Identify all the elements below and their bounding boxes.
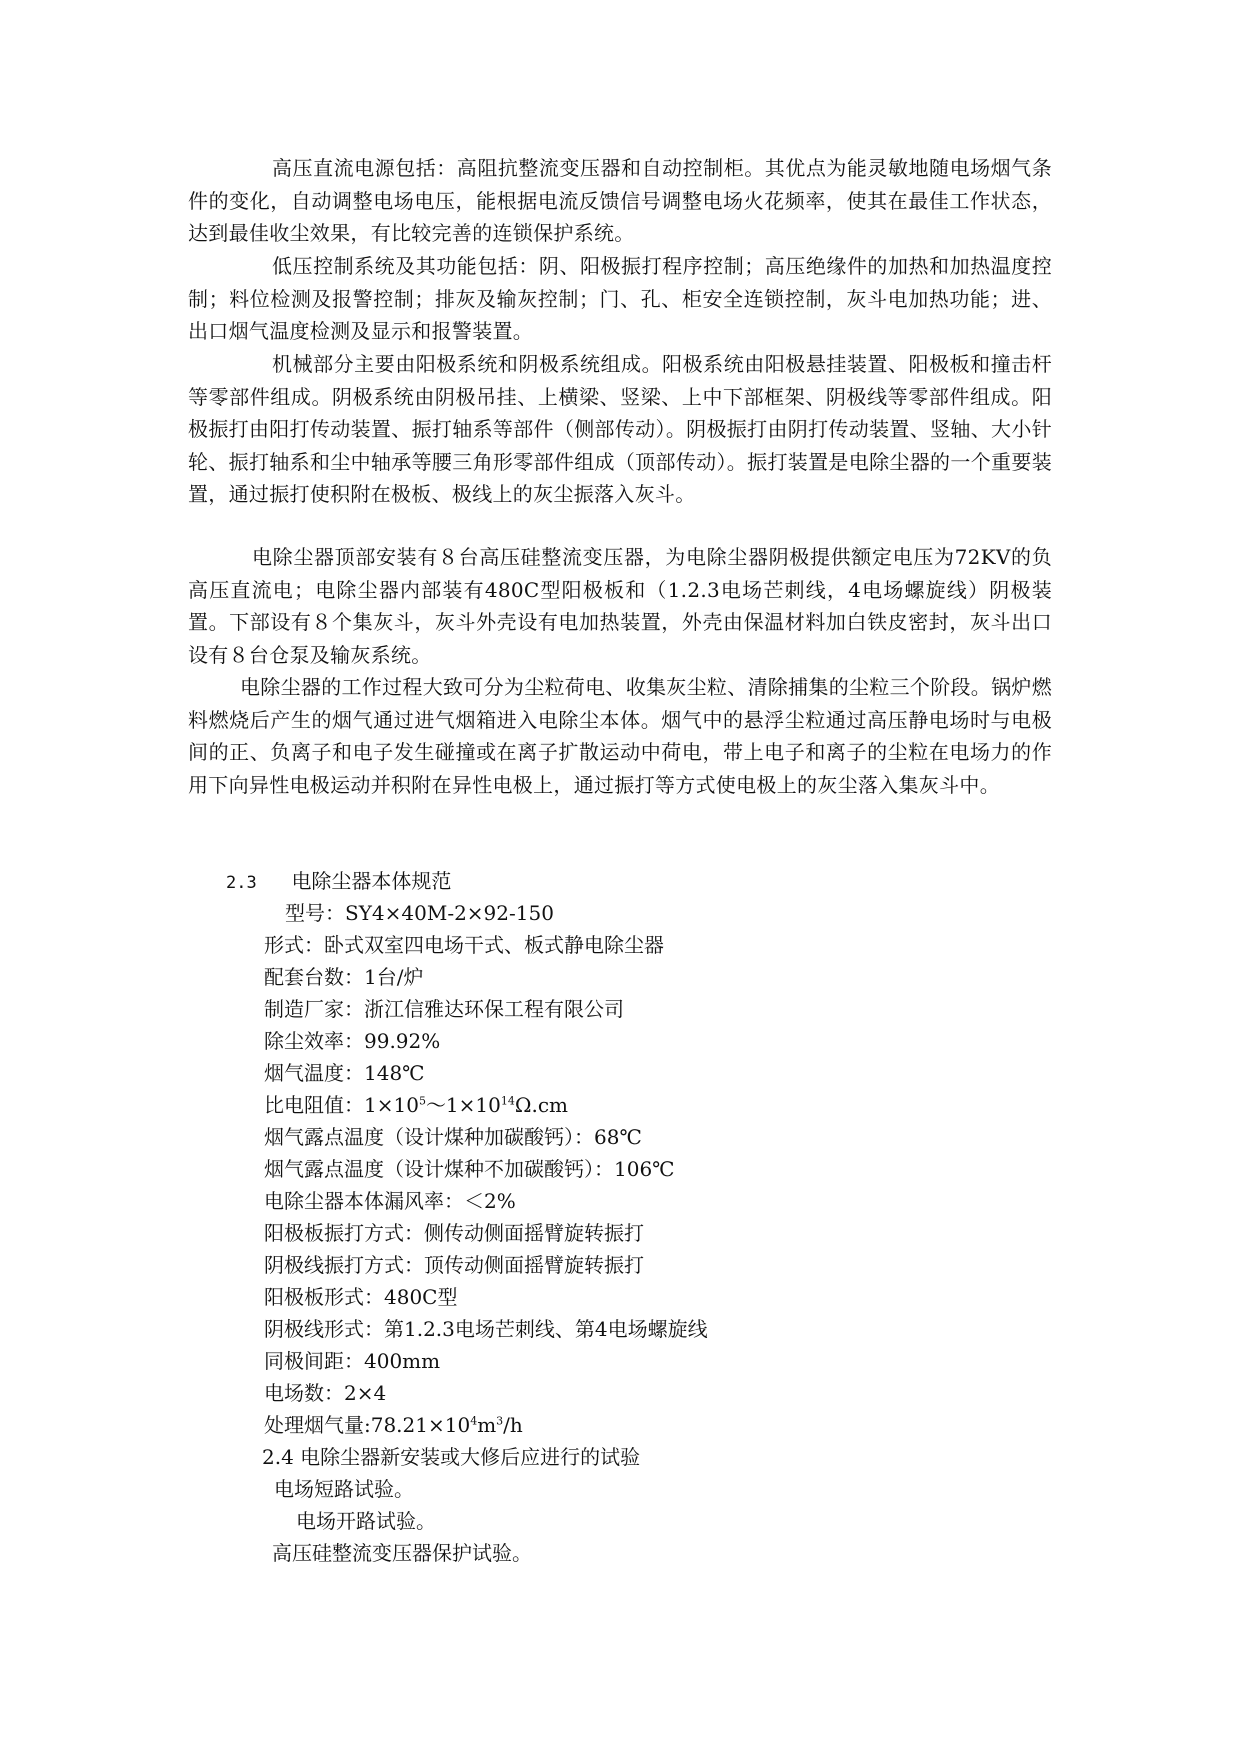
spec-maker: 制造厂家：浙江信雅达环保工程有限公司 bbox=[264, 997, 624, 1021]
spec-anode-form: 阳极板形式：480C型 bbox=[264, 1285, 458, 1309]
gas-flow-label: 处理烟气量:78.21×10 bbox=[264, 1413, 471, 1437]
spec-air-leakage: 电除尘器本体漏风率：＜2% bbox=[264, 1189, 516, 1213]
spec-sets: 配套台数：1台/炉 bbox=[264, 965, 424, 989]
spec-form: 形式：卧式双室四电场干式、板式静电除尘器 bbox=[264, 933, 664, 957]
spec-pole-spacing: 同极间距：400mm bbox=[264, 1349, 441, 1373]
spec-gas-temperature: 烟气温度：148℃ bbox=[264, 1061, 425, 1085]
spec-efficiency: 除尘效率：99.92% bbox=[264, 1029, 441, 1053]
test-short-circuit: 电场短路试验。 bbox=[274, 1477, 414, 1501]
resistivity-label: 比电阻值：1×10 bbox=[264, 1093, 419, 1117]
gas-flow-unit-exponent: 3 bbox=[496, 1414, 504, 1428]
spec-gas-flow bbox=[264, 1412, 523, 1438]
section-number: 2.3 bbox=[226, 873, 257, 893]
spec-field-count: 电场数：2×4 bbox=[264, 1381, 387, 1405]
spec-dew-point-without-caco3: 烟气露点温度（设计煤种不加碳酸钙）：106℃ bbox=[264, 1157, 675, 1181]
resistivity-middle: ～1×10 bbox=[425, 1093, 501, 1117]
spec-resistivity bbox=[264, 1092, 568, 1118]
gas-flow-exponent: 4 bbox=[470, 1414, 478, 1428]
gas-flow-unit-m: m bbox=[477, 1413, 497, 1437]
section-title: 电除尘器本体规范 bbox=[291, 869, 452, 893]
test-open-circuit: 电场开路试验。 bbox=[296, 1509, 436, 1533]
paragraph-mechanical-part: 机械部分主要由阳极系统和阴极系统组成。阳极系统由阳极悬挂装置、阳极板和撞击杆等零部件组成。阴极系统由阴极吊挂、上横梁、竖梁、上中下部框架、阴极线等零部件组成。阳极振打由阳打传动装置、振打轴系等部件（侧部传动）。阴极振打由阴打传动装置、竖轴、大小针轮、振打轴系和尘中轴承等腰三角形零部件组成（顶部传动）。振打装置是电除尘器的一个重要装置，通过振打使积附在极板、极线上的灰尘振落入灰斗。 bbox=[188, 352, 1052, 507]
resistivity-unit: Ω.cm bbox=[514, 1093, 568, 1117]
spec-dew-point-with-caco3: 烟气露点温度（设计煤种加碳酸钙）：68℃ bbox=[264, 1125, 642, 1149]
spec-cathode-form: 阴极线形式：第1.2.3电场芒刺线、第4电场螺旋线 bbox=[264, 1317, 708, 1341]
resistivity-exponent-high: 14 bbox=[500, 1094, 515, 1108]
gas-flow-unit-rest: /h bbox=[503, 1413, 523, 1437]
spec-model: 型号：SY4×40M-2×92-150 bbox=[285, 901, 554, 925]
resistivity-exponent-low: 5 bbox=[418, 1094, 426, 1108]
spec-anode-rapping: 阳极板振打方式：侧传动侧面摇臂旋转振打 bbox=[264, 1221, 644, 1245]
test-transformer-protection: 高压硅整流变压器保护试验。 bbox=[272, 1541, 532, 1565]
paragraph-working-process: 电除尘器的工作过程大致可分为尘粒荷电、收集灰尘粒、清除捕集的尘粒三个阶段。锅炉燃料燃烧后产生的烟气通过进气烟箱进入电除尘本体。烟气中的悬浮尘粒通过高压静电场时与电极间的正、负离子和电子发生碰撞或在离子扩散运动中荷电，带上电子和离子的尘粒在电场力的作用下向异性电极运动并积附在异性电极上，通过振打等方式使电极上的灰尘落入集灰斗中。 bbox=[188, 675, 1052, 797]
paragraph-transformer-install: 电除尘器顶部安装有８台高压硅整流变压器，为电除尘器阴极提供额定电压为72KV的负高压直流电；电除尘器内部装有480C型阳极板和（1.2.3电场芒刺线，4电场螺旋线）阴极装置。下部设有８个集灰斗，灰斗外壳设有电加热装置，外壳由保温材料加白铁皮密封，灰斗出口设有８台仓泵及输灰系统。 bbox=[188, 545, 1052, 667]
section-2-3-heading bbox=[226, 868, 451, 896]
paragraph-low-voltage-control: 低压控制系统及其功能包括：阴、阳极振打程序控制；高压绝缘件的加热和加热温度控制；料位检测及报警控制；排灰及输灰控制；门、孔、柜安全连锁控制，灰斗电加热功能；进、出口烟气温度检测及显示和报警装置。 bbox=[188, 254, 1052, 344]
section-2-4-heading: 2.4 电除尘器新安装或大修后应进行的试验 bbox=[262, 1445, 641, 1469]
paragraph-hv-power-supply: 高压直流电源包括：高阻抗整流变压器和自动控制柜。其优点为能灵敏地随电场烟气条件的变化，自动调整电场电压，能根据电流反馈信号调整电场火花频率，使其在最佳工作状态，达到最佳收尘效果，有比较完善的连锁保护系统。 bbox=[188, 156, 1052, 246]
spec-cathode-rapping: 阴极线振打方式：顶传动侧面摇臂旋转振打 bbox=[264, 1253, 644, 1277]
